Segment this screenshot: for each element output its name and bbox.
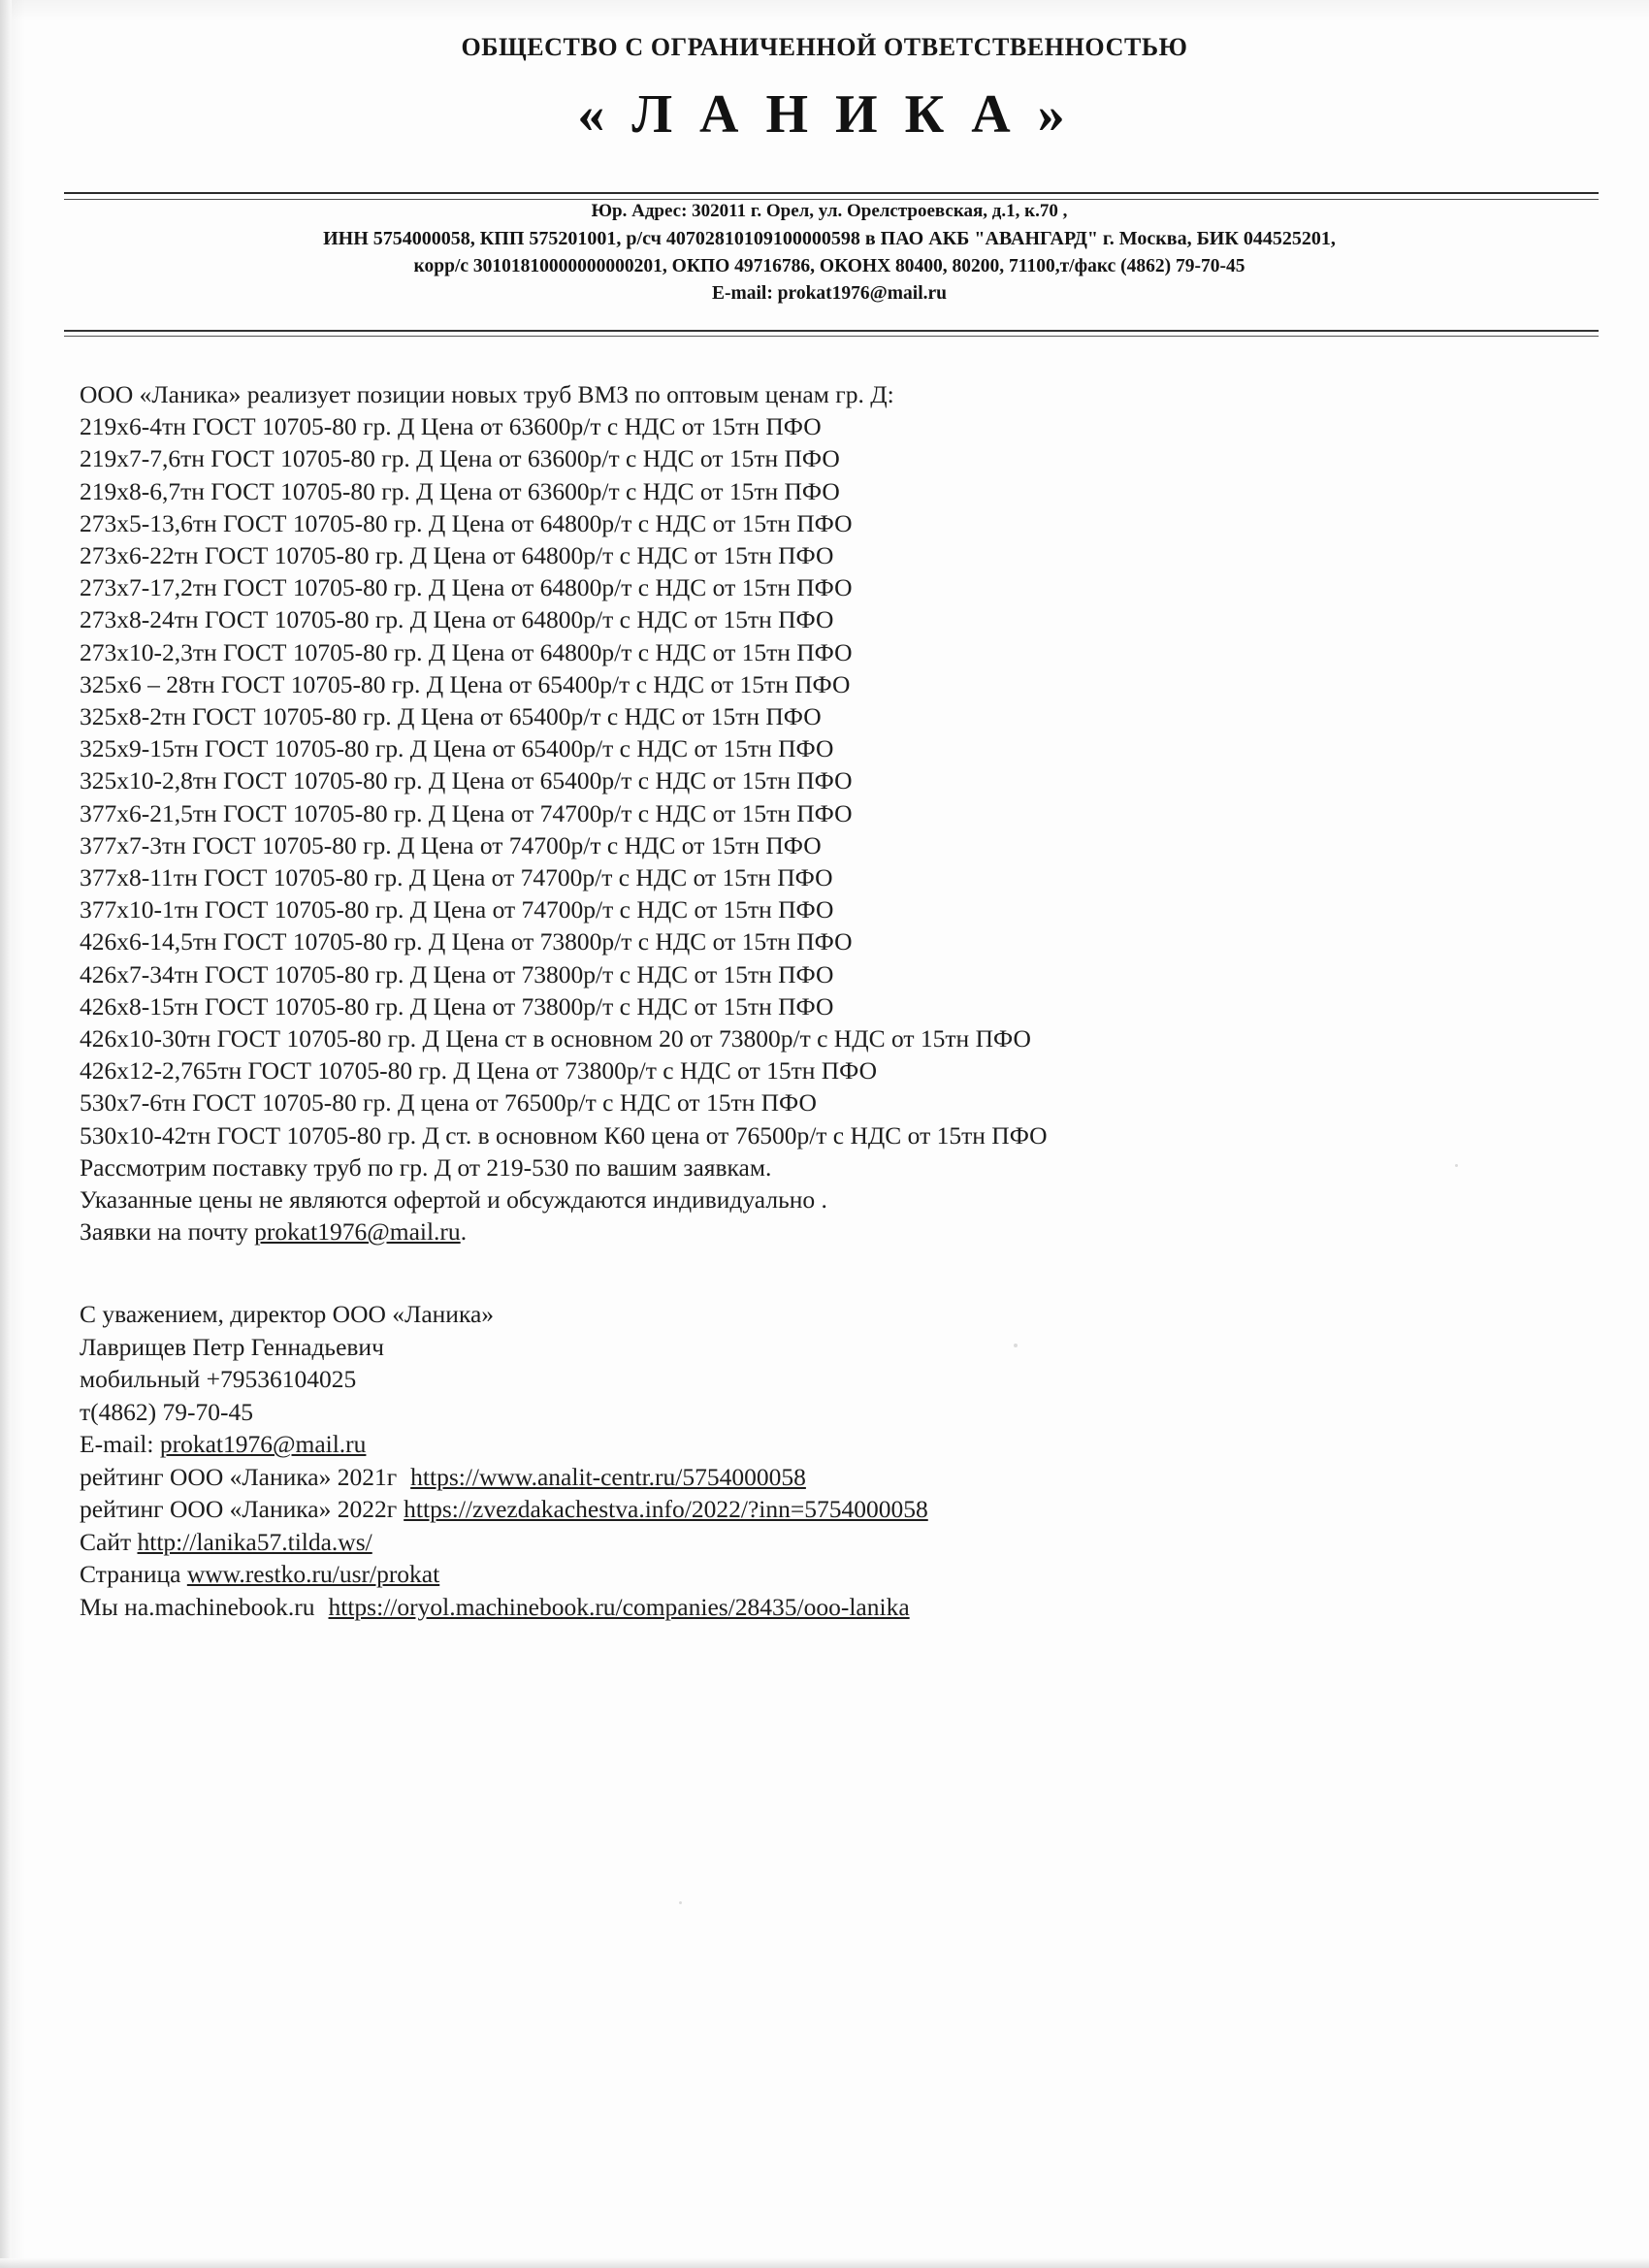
list-item: 426х6-14,5тн ГОСТ 10705-80 гр. Д Цена от 73800р/т с НДС от 15тн ПФО <box>80 927 853 956</box>
rating-2022-label: рейтинг ООО «Ланика» 2022г <box>80 1495 398 1524</box>
legal-info-block <box>58 198 1600 308</box>
list-item: 325х10-2,8тн ГОСТ 10705-80 гр. Д Цена от 65400р/т с НДС от 15тн ПФО <box>80 766 853 795</box>
signature-email-row <box>80 1428 1591 1461</box>
list-item: 426х7-34тн ГОСТ 10705-80 гр. Д Цена от 73800р/т с НДС от 15тн ПФО <box>80 959 834 988</box>
site-row <box>80 1526 1591 1559</box>
signature-block <box>80 1298 1591 1623</box>
rating-2021-link[interactable]: https://www.analit-centr.ru/5754000058 <box>410 1462 806 1491</box>
machinebook-link[interactable]: https://oryol.machinebook.ru/companies/28435/ooo-lanika <box>328 1592 910 1621</box>
site-label: Сайт <box>80 1527 138 1556</box>
rating-2021-row <box>80 1461 1591 1494</box>
list-item: 273х6-22тн ГОСТ 10705-80 гр. Д Цена от 64800р/т с НДС от 15тн ПФО <box>80 541 834 570</box>
legal-bank: ИНН 5754000058, КПП 575201001, р/сч 40702810109100000598 в ПАО АКБ "АВАНГАРД" г. Москва, БИК 044525201, <box>323 227 1336 249</box>
list-item: 426х10-30тн ГОСТ 10705-80 гр. Д Цена ст в основном 20 от 73800р/т с НДС от 15тн ПФО <box>80 1024 1031 1053</box>
scan-speck <box>679 1901 682 1904</box>
list-item: 426х12-2,765тн ГОСТ 10705-80 гр. Д Цена от 73800р/т с НДС от 15тн ПФО <box>80 1056 878 1085</box>
signature-name: Лаврищев Петр Геннадьевич <box>80 1332 384 1361</box>
site-link[interactable]: http://lanika57.tilda.ws/ <box>137 1527 372 1556</box>
list-item: 530х7-6тн ГОСТ 10705-80 гр. Д цена от 76500р/т с НДС от 15тн ПФО <box>80 1088 817 1118</box>
document-body <box>80 378 1591 1623</box>
list-item: 377х6-21,5тн ГОСТ 10705-80 гр. Д Цена от 74700р/т с НДС от 15тн ПФО <box>80 798 853 827</box>
signature-email-link[interactable]: prokat1976@mail.ru <box>159 1430 367 1459</box>
machinebook-label: Мы на.machinebook.ru <box>80 1592 315 1621</box>
list-item: 273х10-2,3тн ГОСТ 10705-80 гр. Д Цена от 64800р/т с НДС от 15тн ПФО <box>80 637 853 666</box>
list-item: 325х6 – 28тн ГОСТ 10705-80 гр. Д Цена от 65400р/т с НДС от 15тн ПФО <box>80 669 851 698</box>
list-item: 377х7-3тн ГОСТ 10705-80 гр. Д Цена от 74700р/т с НДС от 15тн ПФО <box>80 830 822 859</box>
rating-2022-row <box>80 1493 1591 1526</box>
note-supply: Рассмотрим поставку труб по гр. Д от 219-530 по вашим заявкам. <box>80 1152 772 1182</box>
list-item: 325х8-2тн ГОСТ 10705-80 гр. Д Цена от 65400р/т с НДС от 15тн ПФО <box>80 702 822 731</box>
legal-codes: корр/с 30101810000000000201, ОКПО 49716786, ОКОНХ 80400, 80200, 71100,т/факс (4862) 79-70-45 <box>413 255 1245 276</box>
list-item: 426х8-15тн ГОСТ 10705-80 гр. Д Цена от 73800р/т с НДС от 15тн ПФО <box>80 991 834 1021</box>
org-type: ОБЩЕСТВО С ОГРАНИЧЕННОЙ ОТВЕТСТВЕННОСТЬЮ <box>461 33 1188 61</box>
page-row <box>80 1558 1591 1591</box>
list-item: 219х7-7,6тн ГОСТ 10705-80 гр. Д Цена от 63600р/т с НДС от 15тн ПФО <box>80 444 840 473</box>
signature-mobile: мобильный +79536104025 <box>80 1365 357 1394</box>
note-orders-suffix: . <box>460 1217 468 1247</box>
list-item: 530х10-42тн ГОСТ 10705-80 гр. Д ст. в основном К60 цена от 76500р/т с НДС от 15тн ПФО <box>80 1120 1048 1150</box>
legal-address: Юр. Адрес: 302011 г. Орел, ул. Орелстроевская, д.1, к.70 , <box>591 201 1068 221</box>
page-link[interactable]: www.restko.ru/usr/prokat <box>186 1560 440 1589</box>
scan-edge-bottom <box>0 2258 1649 2268</box>
list-item: 273х5-13,6тн ГОСТ 10705-80 гр. Д Цена от 64800р/т с НДС от 15тн ПФО <box>80 508 853 537</box>
legal-email: E-mail: prokat1976@mail.ru <box>711 282 948 304</box>
intro-paragraph: ООО «Ланика» реализует позиции новых труб ВМЗ по оптовым ценам гр. Д: <box>80 380 894 408</box>
rating-2022-link[interactable]: https://zvezdakachestva.info/2022/?inn=5754000058 <box>404 1495 928 1524</box>
header-divider-bottom <box>64 330 1599 337</box>
signature-email-label: E-mail: <box>80 1430 160 1459</box>
note-orders-prefix: Заявки на почту <box>80 1217 255 1247</box>
list-item: 273х8-24тн ГОСТ 10705-80 гр. Д Цена от 64800р/т с НДС от 15тн ПФО <box>80 605 834 634</box>
org-name: « Л А Н И К А » <box>577 84 1072 145</box>
rating-2021-label: рейтинг ООО «Ланика» 2021г <box>80 1462 398 1491</box>
page-label: Страница <box>80 1560 187 1589</box>
note-offer-disclaimer: Указанные цены не являются офертой и обсуждаются индивидуально . <box>80 1185 827 1215</box>
list-item: 377х8-11тн ГОСТ 10705-80 гр. Д Цена от 74700р/т с НДС от 15тн ПФО <box>80 863 833 892</box>
list-item: 377х10-1тн ГОСТ 10705-80 гр. Д Цена от 74700р/т с НДС от 15тн ПФО <box>80 895 834 924</box>
list-item: 273х7-17,2тн ГОСТ 10705-80 гр. Д Цена от 64800р/т с НДС от 15тн ПФО <box>80 573 853 602</box>
note-orders <box>80 1215 1591 1247</box>
list-item: 325х9-15тн ГОСТ 10705-80 гр. Д Цена от 65400р/т с НДС от 15тн ПФО <box>80 734 834 763</box>
letterhead <box>0 33 1649 146</box>
signature-phone: т(4862) 79-70-45 <box>80 1397 253 1426</box>
signature-regards: С уважением, директор ООО «Ланика» <box>80 1300 495 1329</box>
scan-edge-left <box>0 0 12 2268</box>
list-item: 219х6-4тн ГОСТ 10705-80 гр. Д Цена от 63600р/т с НДС от 15тн ПФО <box>80 412 822 441</box>
orders-email-link[interactable]: prokat1976@mail.ru <box>254 1217 461 1247</box>
list-item: 219х8-6,7тн ГОСТ 10705-80 гр. Д Цена от 63600р/т с НДС от 15тн ПФО <box>80 476 840 505</box>
machinebook-row <box>80 1591 1591 1624</box>
